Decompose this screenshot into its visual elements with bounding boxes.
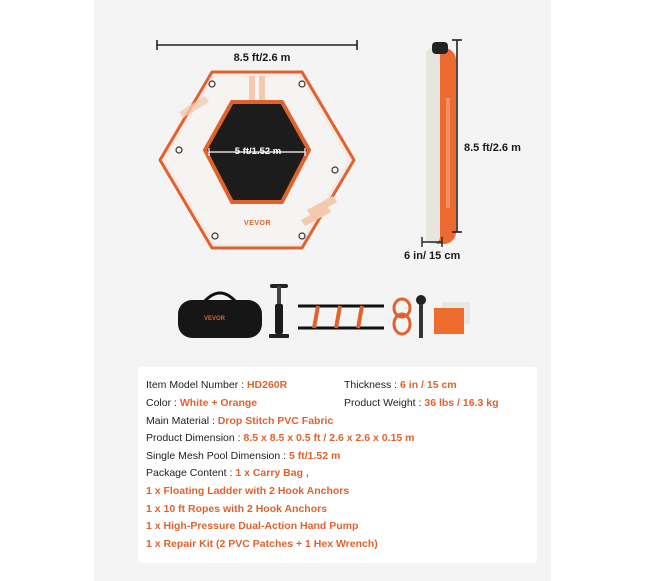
side-height-label: 8.5 ft/2.6 m <box>464 142 521 154</box>
spec-mesh: Single Mesh Pool Dimension : 5 ft/1.52 m <box>146 450 341 462</box>
carry-bag-image <box>174 284 266 340</box>
package-item: 1 x High-Pressure Dual-Action Hand Pump <box>146 520 359 532</box>
hex-wrench-image <box>414 294 428 340</box>
spec-color: Color : White + Orange <box>146 397 258 409</box>
spec-weight: Product Weight : 36 lbs / 16.3 kg <box>344 397 499 409</box>
spec-thickness: Thickness : 6 in / 15 cm <box>344 379 457 391</box>
vevor-logo: VEVOR <box>244 220 272 227</box>
spec-model: Item Model Number : HD260R <box>146 379 288 391</box>
repair-patches-image <box>432 300 472 336</box>
package-item: 1 x Floating Ladder with 2 Hook Anchors <box>146 485 350 497</box>
top-width-label: 8.5 ft/2.6 m <box>233 52 291 64</box>
package-item: 1 x 10 ft Ropes with 2 Hook Anchors <box>146 503 328 515</box>
package-item: 1 x Repair Kit (2 PVC Patches + 1 Hex Wrench) <box>146 538 378 550</box>
ropes-image <box>388 296 416 338</box>
width-dimension-line <box>155 38 360 52</box>
thickness-label: 6 in/ 15 cm <box>404 250 461 262</box>
thickness-dimension-line <box>420 236 444 248</box>
spec-material: Main Material : Drop Stitch PVC Fabric <box>146 415 334 427</box>
svg-text:VEVOR: VEVOR <box>204 316 226 322</box>
spec-package: Package Content : 1 x Carry Bag , <box>146 467 309 479</box>
spec-dimension: Product Dimension : 8.5 x 8.5 x 0.5 ft / 2.6 x 2.6 x 0.15 m <box>146 432 415 444</box>
hand-pump-image <box>266 280 292 340</box>
mesh-dimension-label: 5 ft/1.52 m <box>234 146 282 157</box>
height-dimension-line <box>450 38 464 234</box>
floating-ladder-image <box>296 302 386 332</box>
